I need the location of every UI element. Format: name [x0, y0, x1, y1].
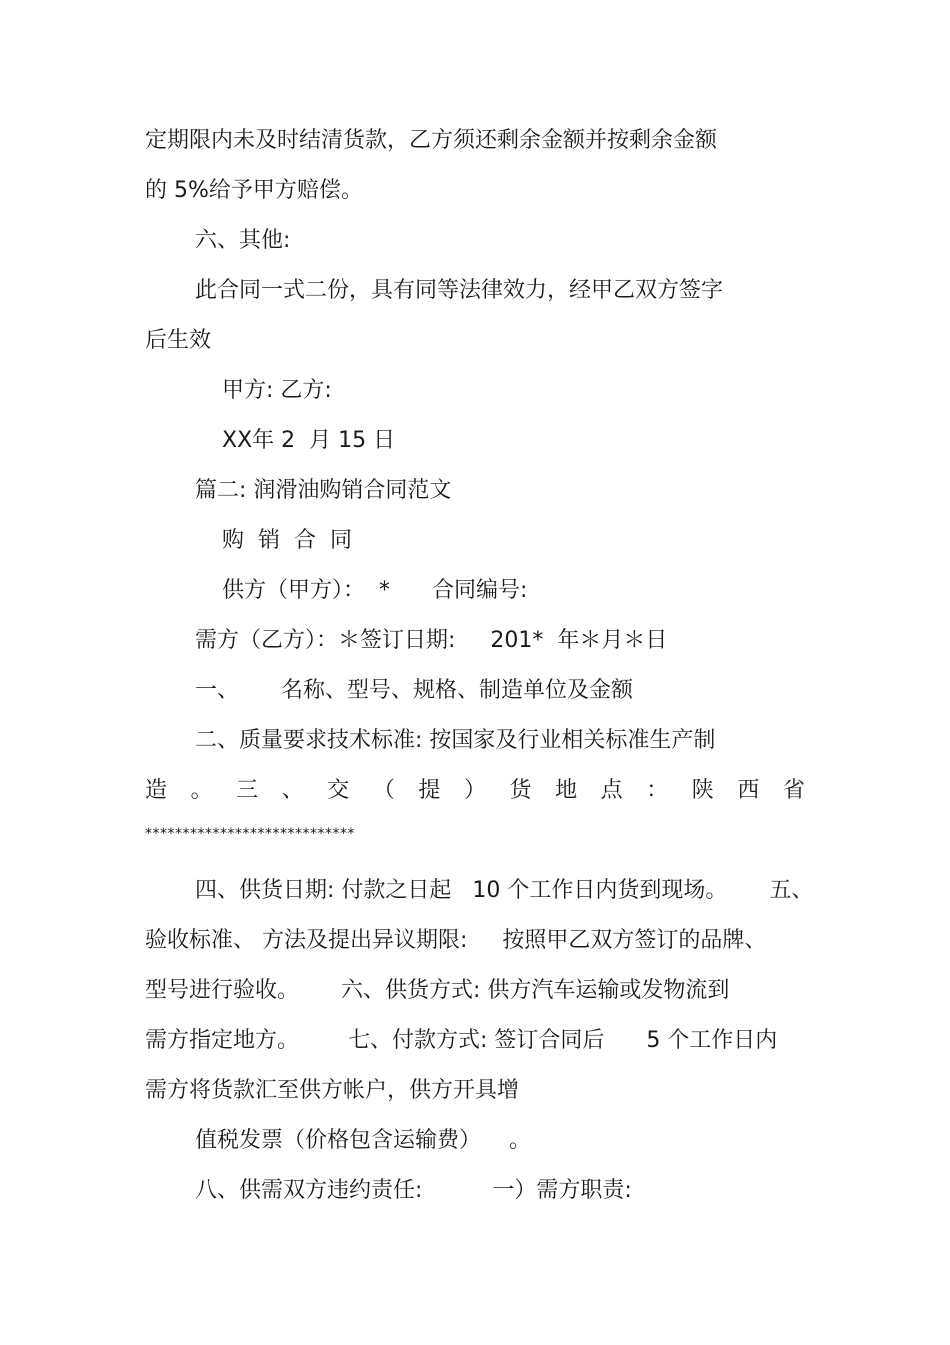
char: 三	[236, 778, 259, 803]
text-line: 验收标准、 方法及提出异议期限: 按照甲乙双方签订的品牌、	[145, 928, 767, 953]
buyer-line: 需方（乙方）：＊签订日期: 201* 年＊月＊日	[195, 628, 668, 653]
text-line: 值税发票（价格包含运输费） 。	[195, 1128, 531, 1153]
char: 省	[782, 778, 805, 803]
char: 交	[327, 778, 350, 803]
char: ）	[463, 778, 486, 803]
text-line: 后生效	[145, 328, 212, 353]
char: 提	[418, 778, 441, 803]
spread-text-line	[145, 777, 805, 805]
supplier-line: 供方（甲方）： * 合同编号:	[222, 578, 528, 603]
clause-8: 八、供需双方违约责任: 一）需方职责:	[195, 1178, 632, 1203]
clause-4: 四、供货日期: 付款之日起 10 个工作日内货到现场。 五、	[195, 878, 814, 903]
char: 点	[600, 778, 623, 803]
text-line: 需方指定地方。 七、付款方式: 签订合同后 5 个工作日内	[145, 1028, 778, 1053]
text-line: 型号进行验收。 六、供货方式: 供方汽车运输或发物流到	[145, 978, 730, 1003]
text-line: 的 5%给予甲方赔偿。	[145, 178, 363, 203]
contract-title: 购 销 合 同	[222, 528, 352, 553]
signature-date: XX年 2 月 15 日	[222, 428, 396, 453]
char: 、	[281, 778, 304, 803]
clause-2: 二、质量要求技术标准: 按国家及行业相关标准生产制	[195, 728, 716, 753]
chapter-title: 篇二: 润滑油购销合同范文	[195, 478, 452, 503]
char: 地	[555, 778, 578, 803]
signature-parties: 甲方: 乙方:	[222, 378, 332, 403]
char: 。	[190, 778, 213, 803]
redacted-address: ****************************	[145, 826, 355, 842]
char: 货	[509, 778, 532, 803]
char: （	[372, 778, 395, 803]
section-heading: 六、其他:	[195, 228, 291, 253]
text-line: 此合同一式二份，具有同等法律效力，经甲乙双方签字	[195, 278, 724, 303]
text-line: 需方将货款汇至供方帐户，供方开具增	[145, 1078, 520, 1103]
char: ：	[646, 778, 669, 803]
char: 陕	[691, 778, 714, 803]
clause-1: 一、 名称、型号、规格、制造单位及金额	[195, 678, 633, 703]
char: 造	[145, 778, 168, 803]
char: 西	[737, 778, 760, 803]
text-line: 定期限内未及时结清货款，乙方须还剩余金额并按剩余金额	[145, 128, 718, 153]
